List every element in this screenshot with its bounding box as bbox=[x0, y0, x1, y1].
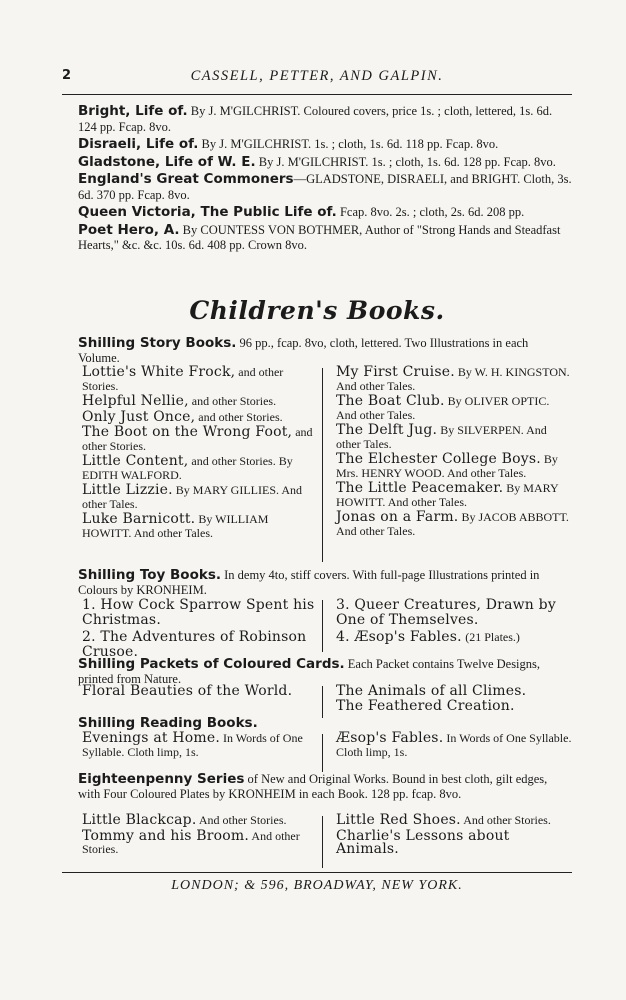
book-note: and other Stories. By EDITH WALFORD. bbox=[82, 454, 293, 482]
running-head bbox=[62, 68, 572, 88]
book-title: Little Blackcap. bbox=[82, 812, 197, 828]
book-title: The Boot on the Wrong Foot, bbox=[82, 424, 293, 440]
book-note: By MARY HOWITT. And other Tales. bbox=[336, 481, 559, 509]
shilling-toy-header bbox=[66, 568, 572, 597]
section-title: Shilling Reading Books. bbox=[78, 715, 258, 731]
book-title: Luke Barnicott. bbox=[82, 511, 196, 527]
book-note: By JACOB ABBOTT. And other Tales. bbox=[336, 510, 569, 538]
book-title: Jonas on a Farm. bbox=[336, 509, 459, 525]
section-heading: Children's Books. bbox=[189, 296, 445, 325]
entry-title: Gladstone, Life of W. E. bbox=[78, 153, 256, 170]
section-title: Shilling Story Books. bbox=[78, 335, 237, 351]
entry-body: —GLADSTONE, DISRAELI, and BRIGHT. Cloth, 3s. 6d. 370 pp. Fcap. 8vo. bbox=[78, 172, 572, 202]
shilling-toy-columns bbox=[66, 597, 572, 660]
book-item bbox=[82, 426, 318, 453]
book-title: The Little Peacemaker. bbox=[336, 480, 504, 496]
column-divider bbox=[322, 816, 323, 868]
entry-title: Queen Victoria, The Public Life of. bbox=[78, 204, 337, 220]
book-item bbox=[336, 366, 572, 393]
book-item bbox=[82, 455, 318, 482]
shilling-story-columns bbox=[66, 366, 572, 566]
book-item bbox=[82, 366, 318, 393]
book-item bbox=[82, 814, 318, 828]
footer-rule bbox=[62, 872, 572, 873]
book-item bbox=[336, 511, 572, 538]
book-item bbox=[336, 732, 572, 759]
book-title: Helpful Nellie, bbox=[82, 393, 189, 409]
shilling-packets-header bbox=[66, 657, 572, 686]
book-item bbox=[82, 598, 318, 628]
book-item bbox=[336, 395, 572, 422]
book-item bbox=[336, 630, 572, 645]
entry-body: By J. M'GILCHRIST. Coloured covers, price 1s. ; cloth, lettered, 1s. 6d. 124 pp. Fcap. 8vo. bbox=[78, 104, 553, 134]
section-intro bbox=[66, 657, 572, 686]
book-title: Little Content, bbox=[82, 453, 189, 469]
book-note: And other Stories. bbox=[463, 813, 551, 827]
left-column bbox=[82, 598, 318, 662]
book-note: and other Stories. bbox=[82, 365, 284, 393]
right-column bbox=[336, 684, 572, 716]
left-column bbox=[82, 732, 318, 761]
entry-body: Fcap. 8vo. 2s. ; cloth, 2s. 6d. 208 pp. bbox=[339, 205, 525, 219]
book-item bbox=[82, 684, 318, 699]
right-column bbox=[336, 814, 572, 859]
entry-body: By COUNTESS VON BOTHMER, Author of "Strong Hands and Steadfast Hearts," &c. &c. 10s. 6d. 408 pp. Crown 8vo. bbox=[78, 222, 561, 252]
column-divider bbox=[322, 686, 323, 718]
book-title: The Feathered Creation. bbox=[336, 698, 515, 714]
shilling-story-header bbox=[66, 336, 572, 365]
shilling-reading-header bbox=[66, 716, 572, 731]
book-item bbox=[336, 814, 572, 828]
book-title: The Animals of all Climes. bbox=[336, 683, 527, 699]
section-title: Shilling Packets of Coloured Cards. bbox=[78, 656, 345, 672]
header-title: CASSELL, PETTER, AND GALPIN. bbox=[190, 68, 444, 84]
book-title: The Boat Club. bbox=[336, 393, 445, 409]
book-note: In Words of One Syllable. Cloth limp, 1s. bbox=[82, 731, 303, 759]
book-note: In Words of One Syllable. Cloth limp, 1s. bbox=[336, 731, 572, 759]
book-note: By W. H. KINGSTON. And other Tales. bbox=[336, 365, 570, 393]
entry-title: Disraeli, Life of. bbox=[78, 136, 199, 152]
entry-body: By J. M'GILCHRIST. 1s. ; cloth, 1s. 6d. 128 pp. Fcap. 8vo. bbox=[258, 154, 556, 169]
section-desc: In demy 4to, stiff covers. With full-page Illustrations printed in Colours by KRONHEIM. bbox=[78, 568, 540, 597]
right-column bbox=[336, 598, 572, 647]
book-title: 1. How Cock Sparrow Spent his Christmas. bbox=[82, 597, 315, 628]
header-rule bbox=[62, 94, 572, 95]
left-column bbox=[82, 814, 318, 859]
book-item bbox=[82, 732, 318, 759]
book-item bbox=[336, 684, 572, 699]
page-number: 2 bbox=[62, 68, 72, 83]
eighteenpenny-header bbox=[66, 772, 572, 801]
book-note: By SILVERPEN. And other Tales. bbox=[336, 423, 547, 451]
column-divider bbox=[322, 368, 323, 562]
book-title: Floral Beauties of the World. bbox=[82, 683, 293, 699]
section-desc: of New and Original Works. Bound in best cloth, gilt edges, with Four Coloured Plates by KRONHEIM in each Book. 128 pp. fcap. 8vo. bbox=[78, 772, 548, 801]
shilling-packets-columns bbox=[66, 684, 572, 718]
book-item bbox=[82, 395, 318, 409]
book-title: Little Lizzie. bbox=[82, 482, 173, 498]
column-divider bbox=[322, 600, 323, 652]
footer-imprint: LONDON; & 596, BROADWAY, NEW YORK. bbox=[171, 878, 463, 893]
book-entries bbox=[66, 104, 572, 256]
right-column bbox=[336, 366, 572, 540]
section-title: Eighteenpenny Series bbox=[78, 771, 245, 787]
book-entry bbox=[66, 172, 572, 203]
book-title: Æsop's Fables. bbox=[336, 730, 444, 746]
book-note: And other Stories. bbox=[198, 813, 287, 827]
book-note: (21 Plates.) bbox=[465, 630, 520, 644]
book-note: By MARY GILLIES. And other Tales. bbox=[82, 483, 303, 511]
book-title: The Elchester College Boys. bbox=[336, 451, 541, 467]
entry-title: Bright, Life of. bbox=[78, 103, 188, 119]
book-item bbox=[336, 699, 572, 714]
book-note: and other Stories. bbox=[82, 425, 313, 453]
shilling-reading-columns bbox=[66, 732, 572, 776]
entry-title: England's Great Commoners bbox=[78, 171, 294, 187]
book-entry bbox=[66, 223, 572, 254]
book-note: and other Stories. bbox=[191, 394, 277, 408]
book-note: By Mrs. HENRY WOOD. And other Tales. bbox=[336, 452, 558, 480]
section-title: Shilling Toy Books. bbox=[78, 567, 221, 583]
book-title: 2. The Adventures of Robinson Crusoe. bbox=[82, 629, 307, 660]
book-item bbox=[82, 827, 318, 857]
right-column bbox=[336, 732, 572, 761]
column-divider bbox=[322, 734, 323, 772]
section-intro bbox=[66, 336, 572, 365]
section-intro bbox=[66, 568, 572, 597]
book-note: By OLIVER OPTIC. And other Tales. bbox=[336, 394, 550, 422]
book-item bbox=[82, 484, 318, 511]
entry-body: By J. M'GILCHRIST. 1s. ; cloth, 1s. 6d. 118 pp. Fcap. 8vo. bbox=[201, 137, 499, 151]
book-item bbox=[336, 482, 572, 509]
book-item bbox=[336, 827, 572, 857]
book-item bbox=[82, 513, 318, 540]
book-entry bbox=[66, 137, 572, 153]
book-title: Evenings at Home. bbox=[82, 730, 220, 746]
section-intro bbox=[66, 772, 572, 801]
entry-title: Poet Hero, A. bbox=[78, 221, 180, 238]
book-entry bbox=[66, 205, 572, 221]
book-title: My First Cruise. bbox=[336, 364, 455, 380]
book-title: 4. Æsop's Fables. bbox=[336, 629, 462, 645]
book-title: Lottie's White Frock, bbox=[82, 364, 236, 380]
book-entry bbox=[66, 155, 572, 171]
section-desc: 96 pp., fcap. 8vo, cloth, lettered. Two Illustrations in each Volume. bbox=[78, 336, 529, 365]
book-title: 3. Queer Creatures, Drawn by One of Themselves. bbox=[336, 597, 556, 628]
left-column bbox=[82, 366, 318, 542]
book-note: and other Stories. bbox=[198, 409, 283, 424]
book-title: Only Just Once, bbox=[82, 408, 196, 425]
book-item bbox=[336, 598, 572, 628]
book-entry bbox=[66, 104, 572, 135]
book-title: Charlie's Lessons about Animals. bbox=[336, 827, 510, 857]
book-note: By WILLIAM HOWITT. And other Tales. bbox=[82, 512, 269, 540]
section-desc: Each Packet contains Twelve Designs, printed from Nature. bbox=[78, 657, 541, 686]
book-title: The Delft Jug. bbox=[336, 422, 438, 438]
book-item bbox=[336, 453, 572, 480]
section-intro bbox=[66, 716, 572, 731]
book-item bbox=[336, 424, 572, 451]
book-item bbox=[82, 408, 318, 425]
book-note: And other Stories. bbox=[82, 828, 300, 856]
book-title: Tommy and his Broom. bbox=[82, 827, 250, 844]
eighteenpenny-columns bbox=[66, 814, 572, 870]
book-title: Little Red Shoes. bbox=[336, 812, 461, 828]
left-column bbox=[82, 684, 318, 701]
